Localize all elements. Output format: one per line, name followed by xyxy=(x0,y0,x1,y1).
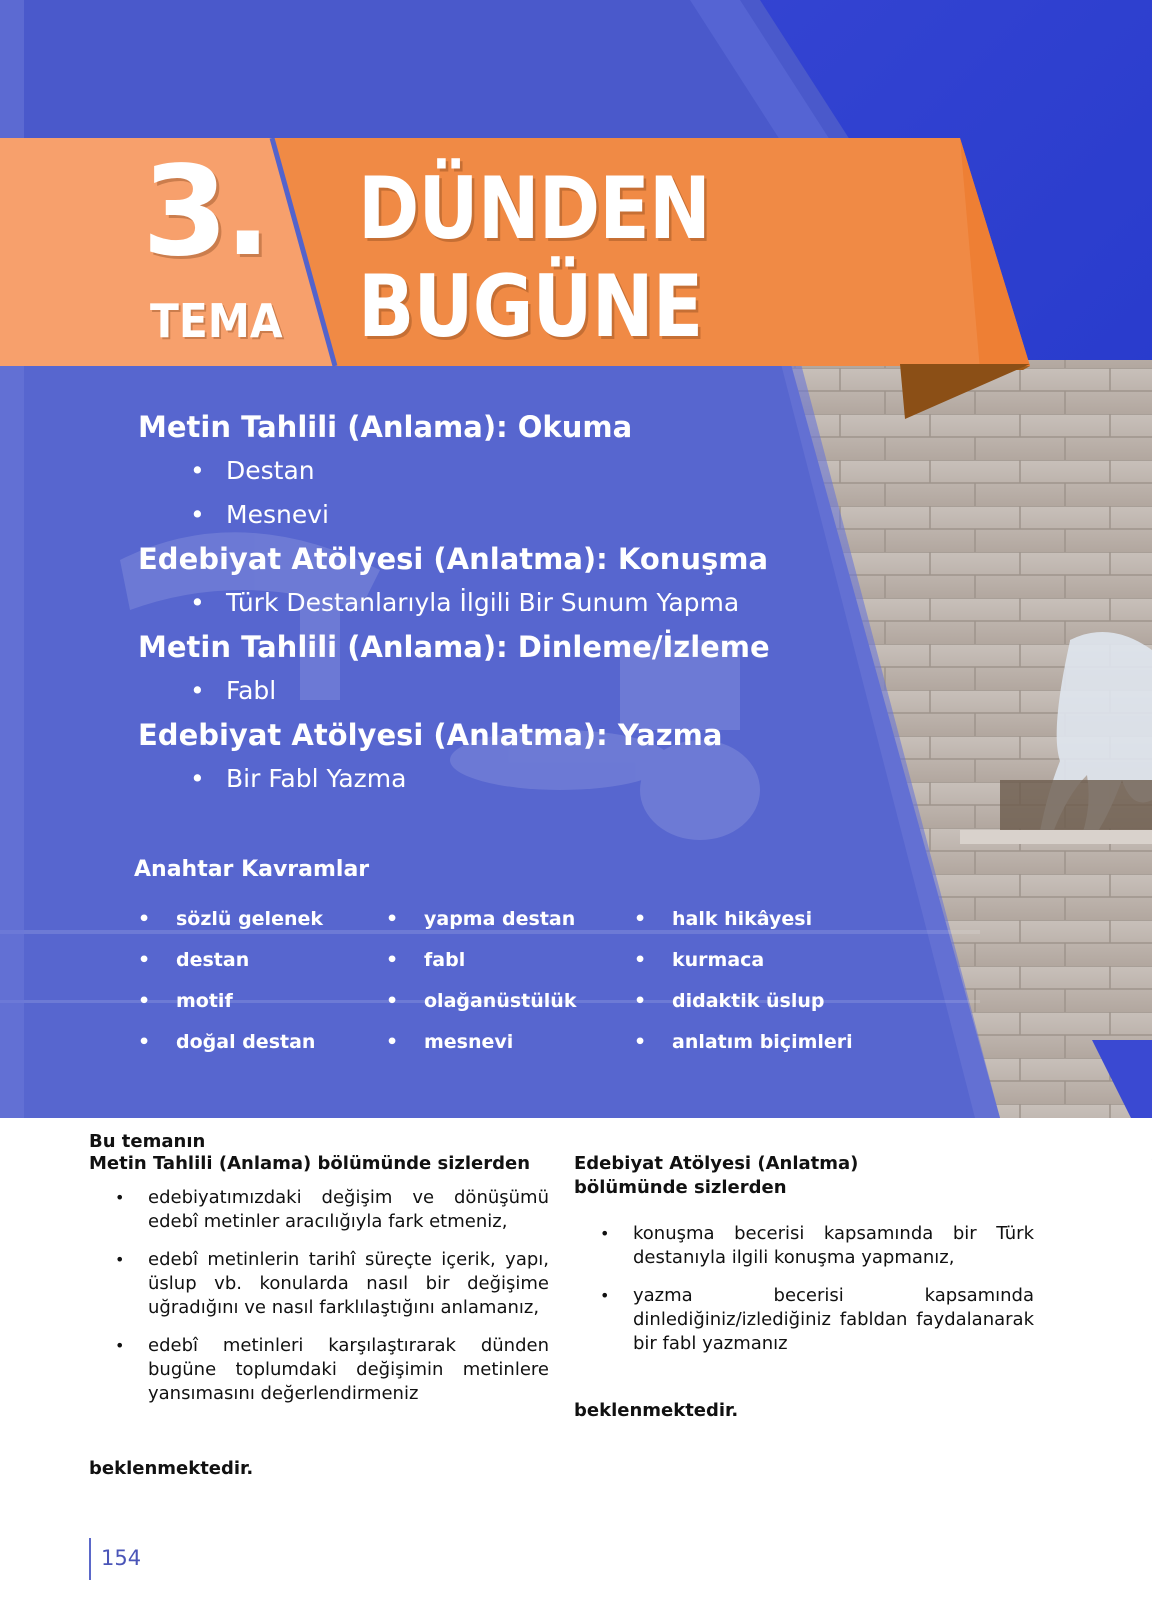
list-item: • yazma becerisi kapsamında dinlediğiniz/izlediğiniz fabldan faydalanarak bir fabl yazmanız xyxy=(600,1285,1034,1354)
outcome-heading: Edebiyat Atölyesi (Anlatma): Konuşma xyxy=(138,542,769,576)
key-concept: • olağanüstülük xyxy=(386,990,577,1012)
key-concept: • motif xyxy=(138,990,233,1012)
outcome-item: • Destan xyxy=(138,449,858,493)
bullet-icon: • xyxy=(386,990,399,1012)
bullet-icon: • xyxy=(190,500,205,529)
left-closing-text: beklenmektedir. xyxy=(89,1458,254,1479)
outcome-item: • Fabl xyxy=(138,669,858,713)
key-concepts-column xyxy=(634,908,874,1072)
theme-title-line-2: BUGÜNE xyxy=(358,257,703,357)
key-concept: • yapma destan xyxy=(386,908,576,930)
learning-outcomes xyxy=(138,405,858,801)
bullet-icon: • xyxy=(386,908,399,930)
bullet-icon: • xyxy=(138,908,151,930)
outcome-heading: Metin Tahlili (Anlama): Okuma xyxy=(138,410,633,444)
banner-shadow xyxy=(900,364,1040,424)
key-concept: • kurmaca xyxy=(634,949,765,971)
key-concept: • destan xyxy=(138,949,250,971)
bullet-icon: • xyxy=(190,676,205,705)
bullet-icon: • xyxy=(138,990,151,1012)
bullet-icon: • xyxy=(600,1286,610,1305)
bullet-icon: • xyxy=(634,990,647,1012)
list-item: • edebî metinlerin tarihî süreçte içerik, yapı, üslup vb. konularda nasıl bir değişime uğradığını ve nasıl farklılaştığını anlamanız, xyxy=(115,1249,549,1318)
key-concept: • anlatım biçimleri xyxy=(634,1031,853,1053)
page-number: 154 xyxy=(101,1546,142,1570)
key-concepts-heading: Anahtar Kavramlar xyxy=(134,857,370,882)
key-concept: • sözlü gelenek xyxy=(138,908,324,930)
intro-text: Bu temanın xyxy=(89,1131,206,1152)
bullet-icon: • xyxy=(190,764,205,793)
theme-number: 3. xyxy=(142,140,268,284)
bullet-icon: • xyxy=(634,949,647,971)
list-item: • edebiyatımızdaki değişim ve dönüşümü edebî metinler aracılığıyla fark etmeniz, xyxy=(115,1187,549,1232)
bullet-icon: • xyxy=(600,1224,610,1243)
key-concept: • mesnevi xyxy=(386,1031,514,1053)
outcome-heading: Edebiyat Atölyesi (Anlatma): Yazma xyxy=(138,718,723,752)
page-number-rule xyxy=(89,1538,91,1580)
list-item: • edebî metinleri karşılaştırarak dünden bugüne toplumdaki değişimin metinlere yansımasını değerlendirmeniz xyxy=(115,1335,549,1404)
bullet-icon: • xyxy=(115,1250,125,1269)
body-right-column xyxy=(574,1153,1034,1356)
bullet-icon: • xyxy=(190,588,205,617)
outcome-item: • Türk Destanlarıyla İlgili Bir Sunum Yapma xyxy=(138,581,858,625)
key-concept: • halk hikâyesi xyxy=(634,908,813,930)
bullet-icon: • xyxy=(634,908,647,930)
key-concept: • doğal destan xyxy=(138,1031,316,1053)
right-closing-text: beklenmektedir. xyxy=(574,1400,739,1421)
theme-label: TEMA xyxy=(150,294,283,348)
bullet-icon: • xyxy=(190,456,205,485)
bullet-icon: • xyxy=(634,1031,647,1053)
bullet-icon: • xyxy=(115,1188,125,1207)
bullet-icon: • xyxy=(115,1336,125,1355)
key-concept: • fabl xyxy=(386,949,466,971)
outcome-heading: Metin Tahlili (Anlama): Dinleme/İzleme xyxy=(138,630,770,664)
bullet-icon: • xyxy=(138,1031,151,1053)
key-concepts-column xyxy=(386,908,626,1072)
outcome-item: • Mesnevi xyxy=(138,493,858,537)
outcome-item: • Bir Fabl Yazma xyxy=(138,757,858,801)
key-concept: • didaktik üslup xyxy=(634,990,825,1012)
list-item: • konuşma becerisi kapsamında bir Türk destanıyla ilgili konuşma yapmanız, xyxy=(600,1223,1034,1268)
theme-title-line-1: DÜNDEN xyxy=(358,159,711,259)
bullet-icon: • xyxy=(386,1031,399,1053)
bullet-icon: • xyxy=(138,949,151,971)
right-section-heading: Edebiyat Atölyesi (Anlatma) bölümünde sizlerden xyxy=(574,1153,859,1198)
corner-accent xyxy=(1092,1040,1152,1160)
body-left-column xyxy=(89,1131,549,1406)
key-concepts-column xyxy=(138,908,378,1072)
left-section-heading: Metin Tahlili (Anlama) bölümünde sizlerden xyxy=(89,1153,531,1174)
bullet-icon: • xyxy=(386,949,399,971)
